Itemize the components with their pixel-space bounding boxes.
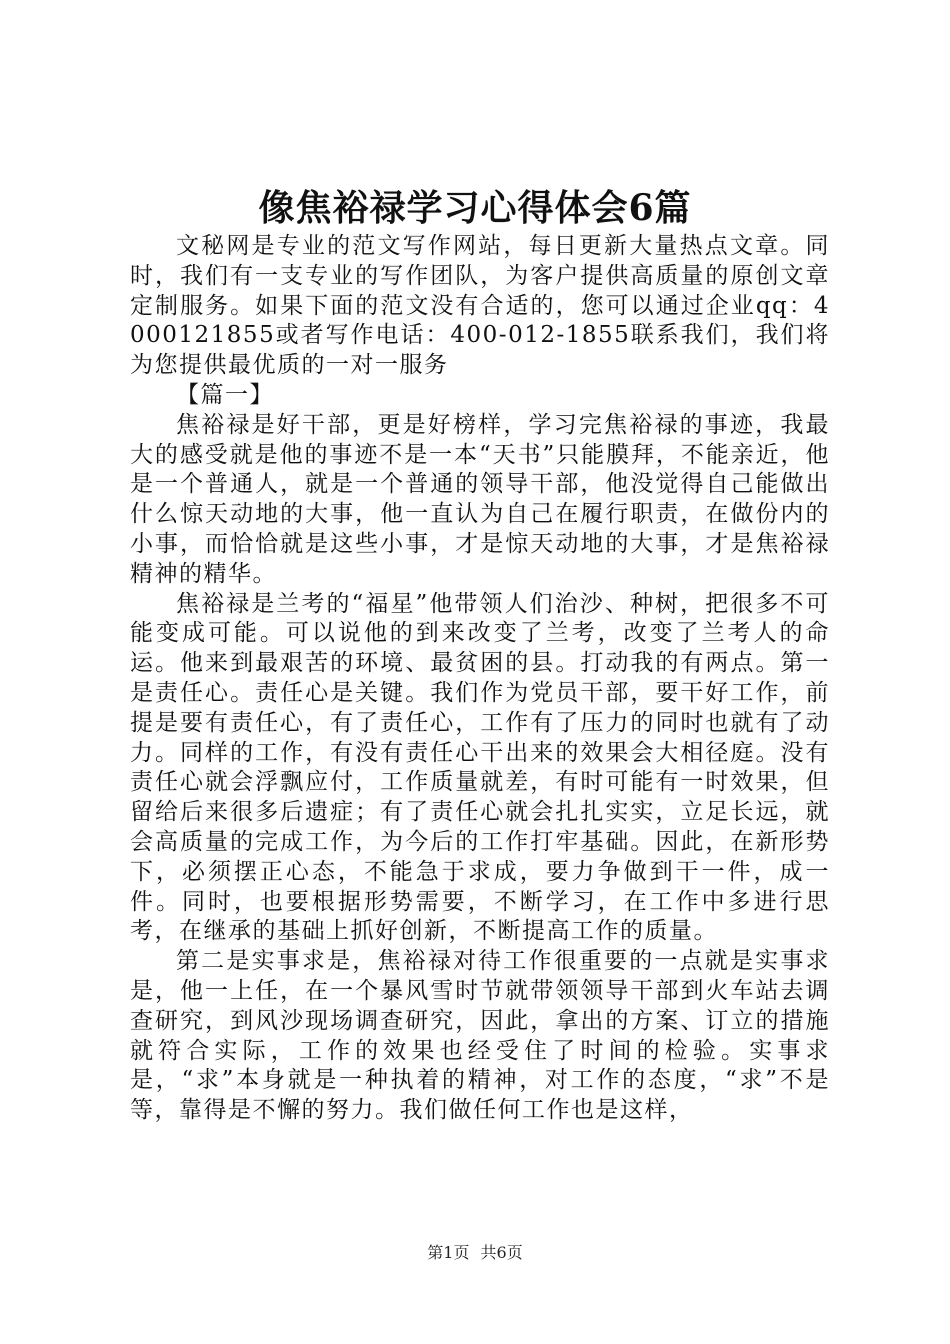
section-heading: 【篇一】: [176, 381, 274, 408]
page-footer: [0, 1243, 950, 1263]
document-title: 像焦裕禄学习心得体会6篇: [258, 187, 692, 229]
body-paragraph-2: 焦裕禄是兰考的“福星”他带领人们治沙、种树，把很多不可能变成可能。可以说他的到来改变了兰考，改变了兰考人的命运。他来到最艰苦的环境、最贫困的县。打动我的有两点。第一是责任心。责任心是关键。我们作为党员干部，要干好工作，前提是要有责任心，有了责任心，工作有了压力的同时也就有了动力。同样的工作，有没有责任心干出来的效果会大相径庭。没有责任心就会浮飘应付，工作质量就差，有时可能有一时效果，但留给后来很多后遗症；有了责任心就会扎扎实实，立足长远，就会高质量的完成工作，为今后的工作打牢基础。因此，在新形势下，必须摆正心态，不能急于求成，要力争做到干一件，成一件。同时，也要根据形势需要，不断学习，在工作中多进行思考，在继承的基础上抓好创新，不断提高工作的质量。: [130, 590, 830, 945]
page-number: 第1页: [427, 1243, 470, 1262]
body-paragraph-1: 焦裕禄是好干部，更是好榜样，学习完焦裕禄的事迹，我最大的感受就是他的事迹不是一本“天书”只能膜拜，不能亲近，他是一个普通人，就是一个普通的领导干部，他没觉得自己能做出什么惊天动地的大事，他一直认为自己在履行职责，在做份内的小事，而恰恰就是这些小事，才是惊天动地的大事，才是焦裕禄精神的精华。: [130, 411, 830, 587]
intro-paragraph: 文秘网是专业的范文写作网站，每日更新大量热点文章。同时，我们有一支专业的写作团队，为客户提供高质量的原创文章定制服务。如果下面的范文没有合适的，您可以通过企业qq：4000121855或者写作电话：400-012-1855联系我们，我们将为您提供最优质的一对一服务: [130, 233, 830, 379]
body-paragraph-3: 第二是实事求是，焦裕禄对待工作很重要的一点就是实事求是，他一上任，在一个暴风雪时节就带领领导干部到火车站去调查研究，到风沙现场调查研究，因此，拿出的方案、订立的措施就符合实际，工作的效果也经受住了时间的检验。实事求是，“求”本身就是一种执着的精神，对工作的态度，“求”不是等，靠得是不懈的努力。我们做任何工作也是这样，: [130, 948, 830, 1124]
page-total: 共6页: [480, 1243, 523, 1262]
document-body: [130, 232, 830, 1126]
